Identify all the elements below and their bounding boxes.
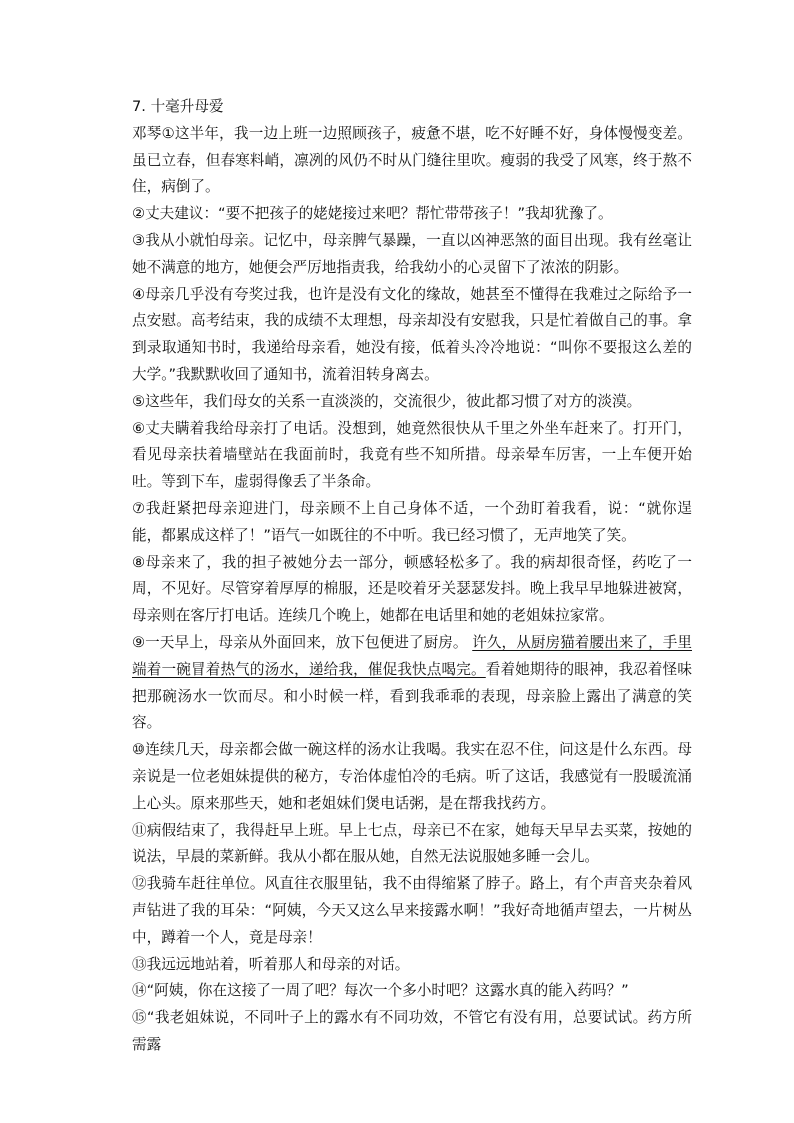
paragraph-text: ⑤这些年，我们母女的关系一直淡淡的，交流很少，彼此都习惯了对方的淡漠。 bbox=[132, 392, 642, 410]
paragraph bbox=[132, 228, 692, 282]
paragraph bbox=[132, 416, 692, 496]
paragraph-text: 邓琴①这半年，我一边上班一边照顾孩子，疲惫不堪，吃不好睡不好，身体慢慢变差。虽已立春，但春寒料峭，凛冽的风仍不时从门缝往里吹。瘦弱的我受了风寒，终于熬不住，病倒了。 bbox=[132, 124, 692, 196]
paragraph bbox=[132, 952, 692, 979]
paragraph bbox=[132, 871, 692, 951]
paragraph bbox=[132, 630, 692, 737]
paragraph bbox=[132, 201, 692, 228]
question-title: 7. 十毫升母爱 bbox=[132, 98, 224, 115]
paragraph-text: ⑫我骑车赶往单位。风直往衣服里钻，我不由得缩紧了脖子。路上，有个声音夹杂着风声钻进了我的耳朵：“阿姨，今天又这么早来接露水啊！”我好奇地循声望去，一片树丛中，蹲着一个人，竟是母亲！ bbox=[132, 875, 692, 946]
paragraph-text: ②丈夫建议：“要不把孩子的姥姥接过来吧？帮忙带带孩子！”我却犹豫了。 bbox=[132, 205, 613, 223]
paragraph bbox=[132, 818, 692, 872]
paragraph bbox=[132, 1005, 692, 1059]
paragraph bbox=[132, 496, 692, 550]
paragraph-text: ⑨一天早上，母亲从外面回来，放下包便进了厨房。 bbox=[132, 633, 473, 651]
paragraph-text: ⑩连续几天，母亲都会做一碗这样的汤水让我喝。我实在忍不住，问这是什么东西。母亲说是一位老姐妹提供的秘方，专治体虚怕冷的毛病。听了这话，我感觉有一股暖流涌上心头。原来那些天，她和老姐妹们煲电话粥，是在帮我找药方。 bbox=[132, 741, 692, 812]
document-body bbox=[132, 94, 692, 1059]
underlined-sentence: 许久，从厨房猫着腰出来了，手里端着一碗冒着热气的汤水，递给我，催促我快点喝完。 bbox=[132, 633, 692, 678]
paragraph bbox=[132, 121, 692, 201]
paragraph-text: ⑥丈夫瞒着我给母亲打了电话。没想到，她竟然很快从千里之外坐车赶来了。打开门，看见母亲扶着墙壁站在我面前时，我竟有些不知所措。母亲晕车厉害，一上车便开始吐。等到下车，虚弱得像丢了半条命。 bbox=[132, 419, 692, 491]
paragraph-text: ⑮“我老姐妹说，不同叶子上的露水有不同功效，不管它有没有用，总要试试。药方所需露 bbox=[132, 1009, 692, 1053]
paragraph bbox=[132, 550, 692, 630]
paragraph bbox=[132, 737, 692, 817]
paragraph-text: ⑦我赶紧把母亲迎进门，母亲顾不上自己身体不适，一个劲盯着我看，说：“就你逞能，都累成这样了！”语气一如既往的不中听。我已经习惯了，无声地笑了笑。 bbox=[132, 499, 692, 544]
paragraph bbox=[132, 978, 692, 1005]
paragraph bbox=[132, 282, 692, 389]
paragraph-text: ③我从小就怕母亲。记忆中，母亲脾气暴躁，一直以凶神恶煞的面目出现。我有丝毫让她不满意的地方，她便会严厉地指责我，给我幼小的心灵留下了浓浓的阴影。 bbox=[132, 231, 692, 276]
paragraph bbox=[132, 389, 692, 416]
paragraph-text: ⑧母亲来了，我的担子被她分去一部分，顿感轻松多了。我的病却很奇怪，药吃了一周，不见好。尽管穿着厚厚的棉服，还是咬着牙关瑟瑟发抖。晚上我早早地躲进被窝，母亲则在客厅打电话。连续几个晚上，她都在电话里和她的老姐妹拉家常。 bbox=[132, 553, 692, 625]
paragraph-text: ⑭“阿姨，你在这接了一周了吧？每次一个多小时吧？这露水真的能入药吗？” bbox=[132, 982, 629, 1000]
paragraph-list bbox=[132, 121, 692, 1059]
paragraph-text-continued: 看着她期待的眼神，我忍着怪味把那碗汤水一饮而尽。和小时候一样，看到我乖乖的表现，母亲脸上露出了满意的笑容。 bbox=[132, 660, 692, 732]
paragraph-text: ⑪病假结束了，我得赶早上班。早上七点，母亲已不在家，她每天早早去买菜，按她的说法，早晨的菜新鲜。我从小都在服从她，自然无法说服她多睡一会儿。 bbox=[132, 821, 692, 866]
paragraph-text: ④母亲几乎没有夸奖过我，也许是没有文化的缘故，她甚至不懂得在我难过之际给予一点安慰。高考结束，我的成绩不太理想，母亲却没有安慰我，只是忙着做自己的事。拿到录取通知书时，我递给母亲看，她没有接，低着头冷冷地说：“叫你不要报这么差的大学。”我默默收回了通知书，流着泪转身离去。 bbox=[132, 285, 692, 383]
paragraph-text: ⑬我远远地站着，听着那人和母亲的对话。 bbox=[132, 955, 410, 973]
